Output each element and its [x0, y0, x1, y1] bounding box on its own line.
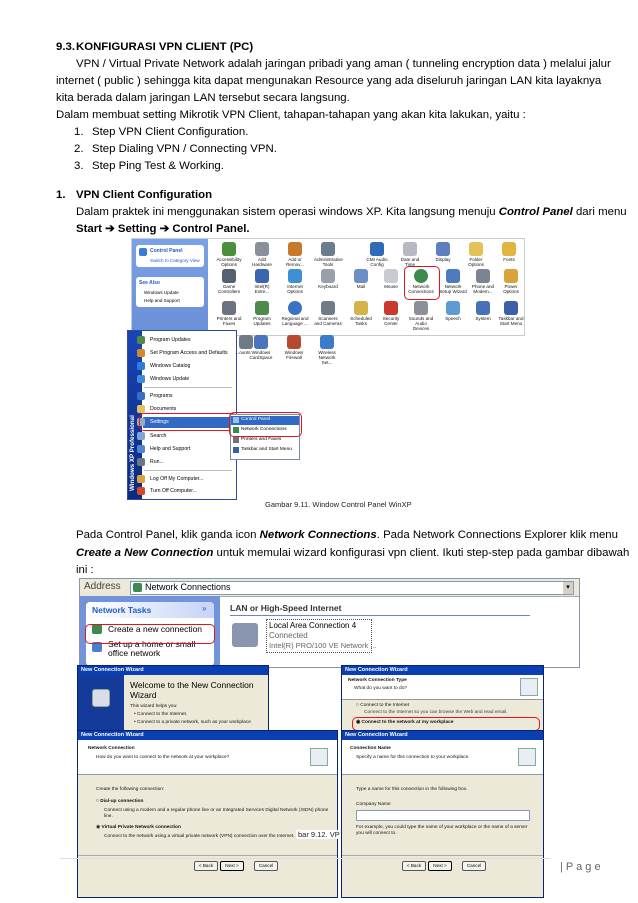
- help-icon: [137, 445, 145, 453]
- subsection-line-1: Dalam praktek ini menggunakan sistem operasi windows XP. Kita langsung menuju Control Panel dari menu: [76, 206, 627, 218]
- wizard-welcome: New Connection Wizard Welcome to the New Connection Wizard This wizard helps you: • Connect to the Internet. • Connect to a private network, such as your workplace: [77, 665, 269, 735]
- submenu-network-connections[interactable]: Network Connections: [241, 427, 287, 432]
- program-updates-small-icon: [137, 336, 145, 344]
- create-connection-highlight: [85, 624, 215, 644]
- address-bar: [80, 579, 579, 597]
- game-controllers-icon[interactable]: [222, 269, 236, 283]
- mouse-icon[interactable]: [384, 269, 398, 283]
- search-icon: [137, 432, 145, 440]
- program-updates-icon[interactable]: [255, 301, 269, 315]
- nc-back-button[interactable]: < Back: [194, 861, 218, 871]
- welcome-bullet-1: • Connect to the Internet.: [134, 712, 188, 717]
- start-item-run[interactable]: Run...: [150, 457, 164, 467]
- lan-connection-status: Connected: [269, 631, 308, 640]
- network-tasks-title: Network Tasks: [92, 605, 152, 615]
- address-dropdown-arrow-icon[interactable]: ▾: [563, 582, 573, 594]
- system-icon[interactable]: [476, 301, 490, 315]
- printer-small-icon: [233, 437, 239, 443]
- welcome-heading: Welcome to the New Connection Wizard: [130, 680, 254, 700]
- display-icon[interactable]: [436, 242, 450, 256]
- admin-tools-icon[interactable]: [321, 242, 335, 256]
- programs-icon: [137, 392, 145, 400]
- step-2-text: Step Dialing VPN / Connecting VPN.: [92, 143, 277, 155]
- scanners-cameras-icon[interactable]: [321, 301, 335, 315]
- start-item-turn-off[interactable]: Turn Off Computer...: [150, 486, 197, 496]
- wireless-network-icon[interactable]: [320, 335, 334, 349]
- wizard-type-icon: [520, 678, 538, 696]
- accessibility-icon[interactable]: [222, 242, 236, 256]
- type-sub: What do you want to do?: [354, 686, 408, 691]
- phone-modem-icon[interactable]: [476, 269, 490, 283]
- subsection-title: VPN Client Configuration: [76, 189, 213, 201]
- para2-line-3: ini :: [76, 564, 94, 576]
- control-panel-icon: [139, 248, 147, 256]
- nc-cancel-button[interactable]: Cancel: [254, 861, 278, 871]
- run-icon: [137, 458, 145, 466]
- power-icon: [137, 487, 145, 495]
- speech-icon[interactable]: [446, 301, 460, 315]
- see-also-heading: See Also: [139, 280, 160, 286]
- para2-line-2: Create a New Connection untuk memulai wizard konfigurasi vpn client. Ikuti step-step pada gambar dibawah: [76, 547, 630, 559]
- taskbar-icon[interactable]: [504, 301, 518, 315]
- nc-vpn-desc: Connect to the network using a virtual private network (VPN) connection over the Internet.: [104, 834, 295, 839]
- log-off-icon: [137, 475, 145, 483]
- intro-line-4: Dalam membuat setting Mikrotik VPN Client, tahapan-tahapan yang akan kita lakukan, yaitu :: [56, 109, 526, 121]
- nc-create-label: Create the following connection:: [96, 787, 165, 792]
- step-1-text: Step VPN Client Configuration.: [92, 126, 249, 138]
- company-name-input[interactable]: [356, 810, 530, 821]
- lan-header: LAN or High-Speed Internet: [230, 603, 342, 613]
- control-panel-task-pane: [132, 239, 208, 335]
- start-item-programs[interactable]: Programs: [150, 391, 173, 401]
- create-new-connection-link[interactable]: Create a new connection: [108, 624, 203, 634]
- add-hardware-icon[interactable]: [255, 242, 269, 256]
- cn-cancel-button[interactable]: Cancel: [462, 861, 486, 871]
- documents-icon: [137, 405, 145, 413]
- settings-red-highlight: [139, 413, 237, 431]
- printers-faxes-icon[interactable]: [222, 301, 236, 315]
- start-item-windows-catalog[interactable]: Windows Catalog: [150, 361, 190, 371]
- wizard-logo-icon: [92, 689, 110, 707]
- intel-extreme-icon[interactable]: [255, 269, 269, 283]
- nc-next-button[interactable]: Next >: [220, 861, 244, 871]
- control-panel-window: Control Panel Switch to Category View See Also Windows Update Help and Support Accessibility Options Add Hardware Add or Remov... Administrative Tools CMI Audio Config Date and Time Display Folder Options Fonts Game Controllers Intel(R) Extre... Internet Options Keyboard Mail Mouse Network Connections Network Setup Wizard Phone and Modem... Power Options Printers and Faxes Program Updates Regional and Language ... Scanners and Cameras Scheduled Tasks Security Center Sounds and Audio Devices Speech System Taskbar and Start Menu: [131, 238, 525, 336]
- cn-field-label: Company Name: [356, 802, 391, 807]
- start-item-windows-update[interactable]: Windows Update: [150, 374, 189, 384]
- subsection-number: 1.: [56, 189, 66, 201]
- cardspace-icon[interactable]: [254, 335, 268, 349]
- sounds-icon[interactable]: [414, 301, 428, 315]
- nc-dialup-option[interactable]: ○ Dial-up connection: [96, 799, 144, 804]
- collapse-chevron-icon[interactable]: »: [202, 604, 207, 613]
- start-item-settings[interactable]: Settings: [150, 417, 169, 427]
- figure2-caption-partial: bar 9.12. VP: [298, 830, 340, 839]
- start-menu-side-text: Windows XP Professional: [129, 415, 136, 491]
- intro-line-1: VPN / Virtual Private Network adalah jaringan pribadi yang aman ( tunneling encryption data ) melalui jalur: [76, 58, 611, 70]
- lan-connection-icon[interactable]: [232, 623, 258, 647]
- address-label: Address: [84, 581, 121, 592]
- network-folder-icon: [133, 583, 142, 592]
- cn-heading: Connection Name: [350, 746, 391, 751]
- windows-catalog-icon: [137, 362, 145, 370]
- setup-home-network-link[interactable]: Set up a home or small office network: [108, 639, 196, 658]
- cn-prompt: Type a name for this connection in the following box.: [356, 787, 468, 792]
- fonts-icon[interactable]: [502, 242, 516, 256]
- date-time-icon[interactable]: [403, 242, 417, 256]
- start-divider: [144, 387, 232, 388]
- footer-page-label: | P a g e: [560, 861, 601, 873]
- type-option-workplace[interactable]: ◉ Connect to the network at my workplace: [356, 720, 454, 725]
- type-option-internet-desc: Connect to the Internet so you can browse the Web and read email.: [364, 710, 508, 715]
- network-setup-wizard-icon[interactable]: [446, 269, 460, 283]
- step-2-num: 2.: [74, 143, 84, 155]
- mail-icon[interactable]: [354, 269, 368, 283]
- submenu-red-highlight: [229, 412, 302, 437]
- lan-connection-name: Local Area Connection 4: [269, 621, 357, 630]
- windows-firewall-icon[interactable]: [287, 335, 301, 349]
- folder-options-icon[interactable]: [469, 242, 483, 256]
- lan-connection-device: Intel(R) PRO/100 VE Network ...: [269, 641, 377, 650]
- para2-line-1: Pada Control Panel, klik ganda icon Network Connections. Pada Network Connections Explorer klik menu: [76, 529, 618, 541]
- type-option-internet[interactable]: ○ Connect to the Internet: [356, 703, 410, 708]
- internet-options-icon[interactable]: [288, 269, 302, 283]
- section-number: 9.3.: [56, 41, 75, 53]
- cn-next-button[interactable]: Next >: [428, 861, 452, 871]
- switch-category-view-link[interactable]: Switch to Category View: [150, 258, 200, 263]
- nc-heading: Network Connection: [88, 746, 135, 751]
- start-item-help[interactable]: Help and Support: [150, 444, 190, 454]
- nc-vpn-option[interactable]: ◉ Virtual Private Network connection: [96, 825, 181, 830]
- cmi-audio-icon[interactable]: [370, 242, 384, 256]
- scheduled-tasks-icon[interactable]: [354, 301, 368, 315]
- add-remove-icon[interactable]: [288, 242, 302, 256]
- windows-update-link[interactable]: Windows Update: [144, 290, 179, 295]
- keyboard-icon[interactable]: [321, 269, 335, 283]
- help-support-link[interactable]: Help and Support: [144, 298, 180, 303]
- regional-language-icon[interactable]: [288, 301, 302, 315]
- wizard-connection-type: New Connection Wizard Network Connection Type What do you want to do? ○ Connect to the Internet Connect to the Internet so you can browse the Web and read email. ◉ Connect to the network at my workplace: [341, 665, 544, 735]
- windows-update-icon: [137, 375, 145, 383]
- subsection-line-2: Start ➔ Setting ➔ Control Panel.: [76, 223, 250, 235]
- lan-connection-item[interactable]: [266, 619, 377, 653]
- cn-sub: Specify a name for this connection to your workplace.: [356, 755, 470, 760]
- network-connections-window: [79, 578, 580, 668]
- cp-pane-title: Control Panel: [150, 248, 183, 254]
- type-heading: Network Connection Type: [348, 678, 407, 683]
- step-1-num: 1.: [74, 126, 84, 138]
- footer-rule: [60, 858, 550, 859]
- power-options-icon[interactable]: [504, 269, 518, 283]
- cn-back-button[interactable]: < Back: [402, 861, 426, 871]
- section-title: KONFIGURASI VPN CLIENT (PC): [76, 41, 254, 53]
- start-item-log-off[interactable]: Log Off My Computer...: [150, 474, 204, 484]
- nc-dialup-desc: Connect using a modem and a regular phone line or an Integrated Services Digital Network (ISDN) phone line.: [104, 808, 329, 819]
- cn-example: For example, you could type the name of your workplace or the name of a server you will connect to.: [356, 825, 528, 836]
- start-item-search[interactable]: Search: [150, 431, 166, 441]
- taskbar-small-icon: [233, 447, 239, 453]
- start-item-set-program-access[interactable]: Set Program Access and Defaults: [150, 348, 228, 358]
- wizard-network-icon: [310, 748, 328, 766]
- workplace-option-highlight: [352, 717, 540, 731]
- wizard-network-connection: New Connection Wizard Network Connection How do you want to connect to the network at your workplace? Create the following connection: ○ Dial-up connection Connect using a modem and a regular phone line or an Integrated Services Digital Network (ISDN) phone line. ◉ Virtual Private Network connection Connect to the network using a virtual private network (VPN) connection over the Internet. < Back Next > Cancel: [77, 730, 338, 898]
- intro-line-3: kita berada dalam jaringan LAN tersebut secara langsung.: [56, 92, 350, 104]
- step-3-num: 3.: [74, 160, 84, 172]
- start-item-documents[interactable]: Documents: [150, 404, 176, 414]
- submenu-printers-faxes[interactable]: Printers and Faxes: [241, 437, 282, 442]
- step-3-text: Step Ping Test & Working.: [92, 160, 224, 172]
- submenu-control-panel[interactable]: Control Panel: [241, 417, 271, 422]
- address-field[interactable]: Network Connections ▾: [130, 581, 574, 595]
- figure1-caption: Gambar 9.11. Window Control Panel WinXP: [265, 500, 412, 509]
- start-item-program-updates[interactable]: Program Updates: [150, 335, 191, 345]
- welcome-bullet-2: • Connect to a private network, such as your workplace: [134, 720, 251, 725]
- program-access-icon: [137, 349, 145, 357]
- user-accounts-icon[interactable]: [239, 335, 253, 349]
- wizard-name-icon: [518, 748, 536, 766]
- network-connections-highlight: [404, 266, 440, 300]
- security-center-icon[interactable]: [384, 301, 398, 315]
- wizard-connection-name: New Connection Wizard Connection Name Specify a name for this connection to your workplace. Type a name for this connection in the following box. Company Name For example, you could type the name of your workplace or the name of a server you will connect to. < Back Next > Cancel: [341, 730, 544, 898]
- submenu-taskbar[interactable]: Taskbar and Start Menu: [241, 447, 292, 452]
- welcome-body: This wizard helps you:: [130, 704, 178, 709]
- intro-line-2: internet ( public ) sehingga kita dapat mengunakan Resource yang ada diseluruh jaringan LAN kita layaknya: [56, 75, 602, 87]
- nc-sub: How do you want to connect to the network at your workplace?: [96, 755, 230, 760]
